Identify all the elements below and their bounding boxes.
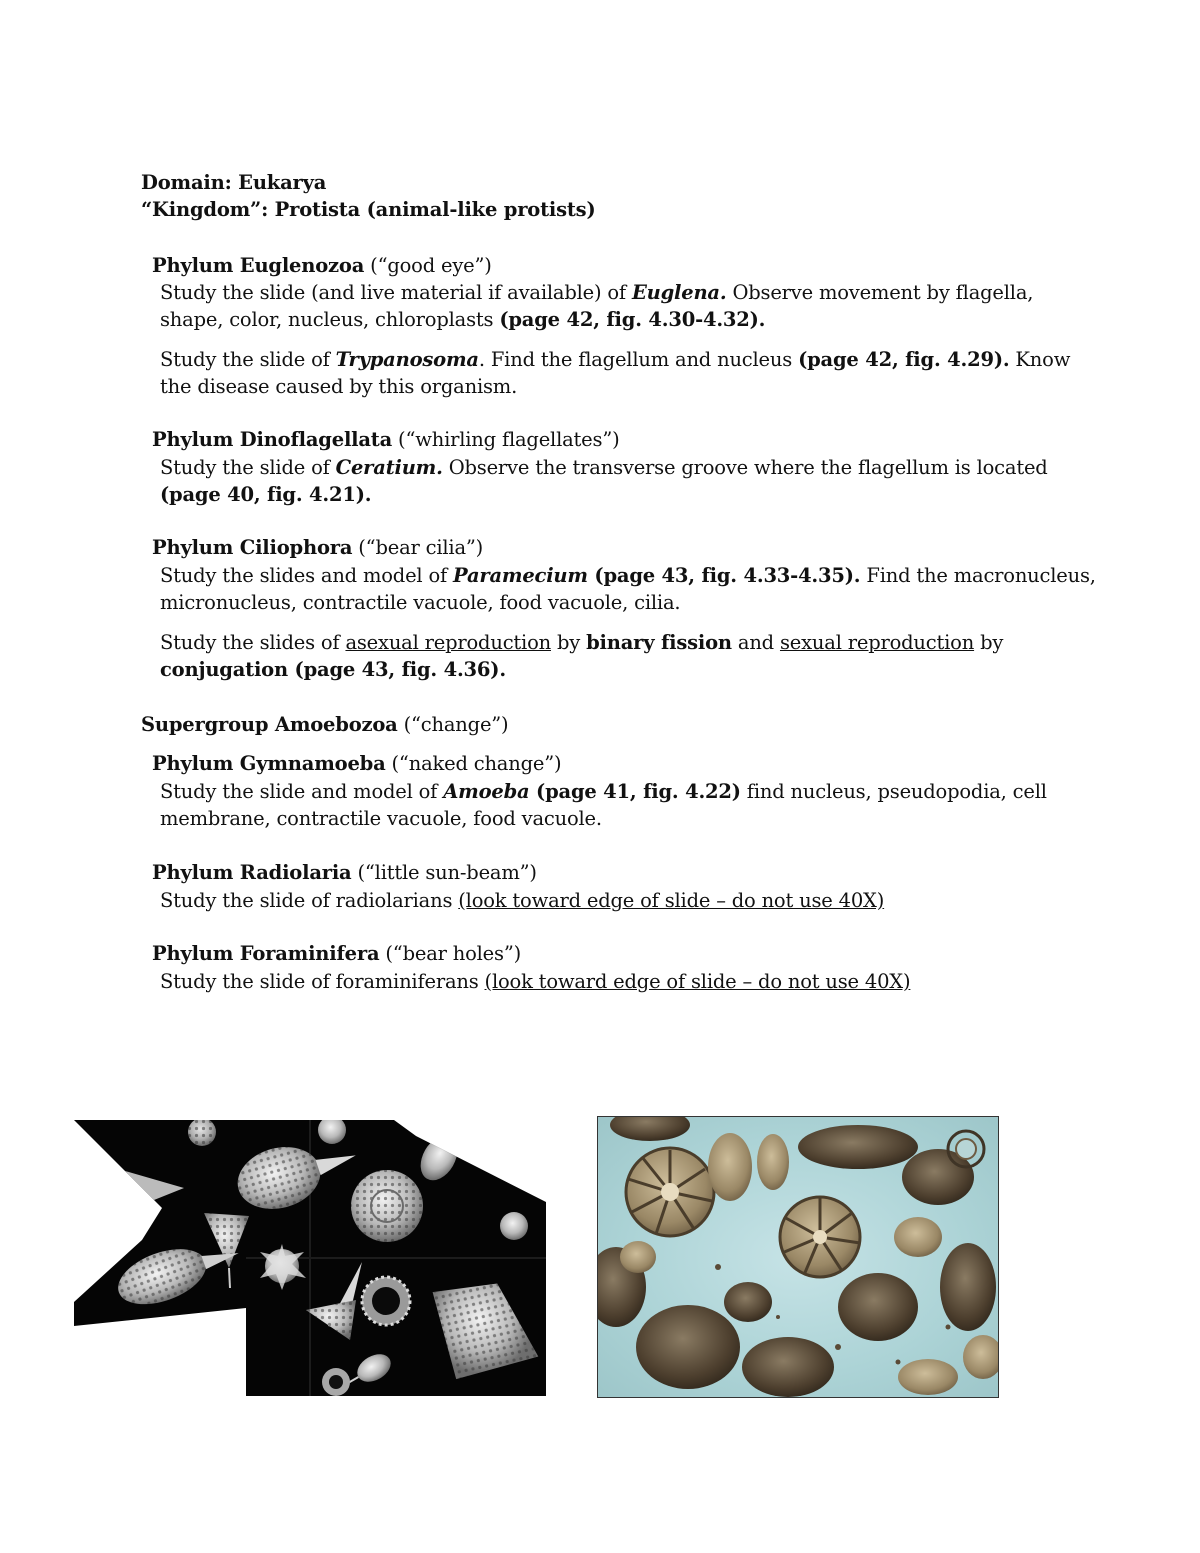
- radiolarian-photo: [74, 1118, 546, 1398]
- text-segment: Study the slide of: [160, 348, 336, 371]
- text-segment: and: [731, 631, 780, 654]
- genus-euglena: Euglena.: [631, 281, 727, 304]
- text-segment: Study the slide of: [160, 456, 336, 479]
- phylum-meaning: (“good eye”): [364, 254, 492, 277]
- ceratium-instruction-line-1: [160, 455, 1048, 481]
- foraminiferan-illustration: [598, 1117, 998, 1397]
- phylum-gymnamoeba-heading: [152, 751, 561, 777]
- page-reference: (page 41, fig. 4.22): [529, 780, 741, 803]
- phylum-name: Phylum Ciliophora: [152, 536, 353, 559]
- page-reference: (page 43, fig. 4.33-4.35).: [587, 564, 861, 587]
- supergroup-name: Supergroup Amoebozoa: [141, 713, 398, 736]
- genus-ceratium: Ceratium.: [335, 456, 443, 479]
- slide-edge-note: (look toward edge of slide – do not use 40X): [484, 970, 911, 993]
- foraminiferan-photo: [597, 1116, 999, 1398]
- text-segment: Study the slide and model of: [160, 780, 444, 803]
- binary-fission-term: binary fission: [586, 631, 732, 654]
- kingdom-heading: “Kingdom”: Protista (animal-like protists): [141, 198, 596, 221]
- text-segment: find nucleus, pseudopodia, cell: [740, 780, 1047, 803]
- genus-trypanosoma: Trypanosoma: [335, 348, 479, 371]
- supergroup-amoebozoa-heading: [141, 712, 508, 738]
- reproduction-instruction-line-1: [160, 630, 1003, 656]
- text-segment: Observe movement by flagella,: [726, 281, 1034, 304]
- genus-amoeba: Amoeba: [443, 780, 530, 803]
- phylum-name: Phylum Gymnamoeba: [152, 752, 386, 775]
- asexual-reproduction-term: asexual reproduction: [345, 631, 551, 654]
- amoeba-instruction-line-2: membrane, contractile vacuole, food vacuole.: [160, 807, 602, 830]
- euglena-instruction-line-1: [160, 280, 1033, 306]
- amoeba-instruction-line-1: [160, 779, 1047, 805]
- text-segment: . Find the flagellum and nucleus: [478, 348, 799, 371]
- text-segment: Observe the transverse groove where the flagellum is located: [442, 456, 1048, 479]
- domain-heading: Domain: Eukarya: [141, 171, 327, 194]
- euglena-instruction-line-2: [160, 307, 765, 333]
- text-segment: Know: [1009, 348, 1071, 371]
- radiolarian-instruction: [160, 888, 884, 914]
- ceratium-page-reference: (page 40, fig. 4.21).: [160, 483, 372, 506]
- phylum-name: Phylum Foraminifera: [152, 942, 380, 965]
- supergroup-meaning: (“change”): [397, 713, 509, 736]
- text-segment: by: [974, 631, 1004, 654]
- sexual-reproduction-term: sexual reproduction: [779, 631, 975, 654]
- phylum-ciliophora-heading: [152, 535, 483, 561]
- phylum-name: Phylum Radiolaria: [152, 861, 352, 884]
- text-segment: shape, color, nucleus, chloroplasts: [160, 308, 500, 331]
- text-segment: Study the slides and model of: [160, 564, 454, 587]
- conjugation-page-reference: conjugation (page 43, fig. 4.36).: [160, 658, 506, 681]
- text-segment: Find the macronucleus,: [860, 564, 1096, 587]
- phylum-euglenozoa-heading: [152, 253, 492, 279]
- foraminiferan-instruction: [160, 969, 910, 995]
- text-segment: Study the slide of foraminiferans: [160, 970, 485, 993]
- paramecium-instruction-line-2: micronucleus, contractile vacuole, food vacuole, cilia.: [160, 591, 681, 614]
- slide-edge-note: (look toward edge of slide – do not use 40X): [458, 889, 885, 912]
- phylum-foraminifera-heading: [152, 941, 521, 967]
- phylum-name: Phylum Euglenozoa: [152, 254, 365, 277]
- paramecium-instruction-line-1: [160, 563, 1096, 589]
- trypanosoma-instruction-line-1: [160, 347, 1070, 373]
- phylum-name: Phylum Dinoflagellata: [152, 428, 393, 451]
- page-reference: (page 42, fig. 4.30-4.32).: [499, 308, 766, 331]
- text-segment: Study the slide of radiolarians: [160, 889, 459, 912]
- phylum-radiolaria-heading: [152, 860, 537, 886]
- phylum-meaning: (“bear cilia”): [352, 536, 484, 559]
- phylum-meaning: (“whirling flagellates”): [392, 428, 620, 451]
- trypanosoma-instruction-line-2: the disease caused by this organism.: [160, 375, 518, 398]
- text-segment: by: [550, 631, 587, 654]
- phylum-dinoflagellata-heading: [152, 427, 620, 453]
- phylum-meaning: (“bear holes”): [379, 942, 522, 965]
- text-segment: Study the slides of: [160, 631, 346, 654]
- phylum-meaning: (“naked change”): [385, 752, 562, 775]
- genus-paramecium: Paramecium: [453, 564, 588, 587]
- text-segment: Study the slide (and live material if available) of: [160, 281, 632, 304]
- page-reference: (page 42, fig. 4.29).: [798, 348, 1010, 371]
- phylum-meaning: (“little sun-beam”): [351, 861, 537, 884]
